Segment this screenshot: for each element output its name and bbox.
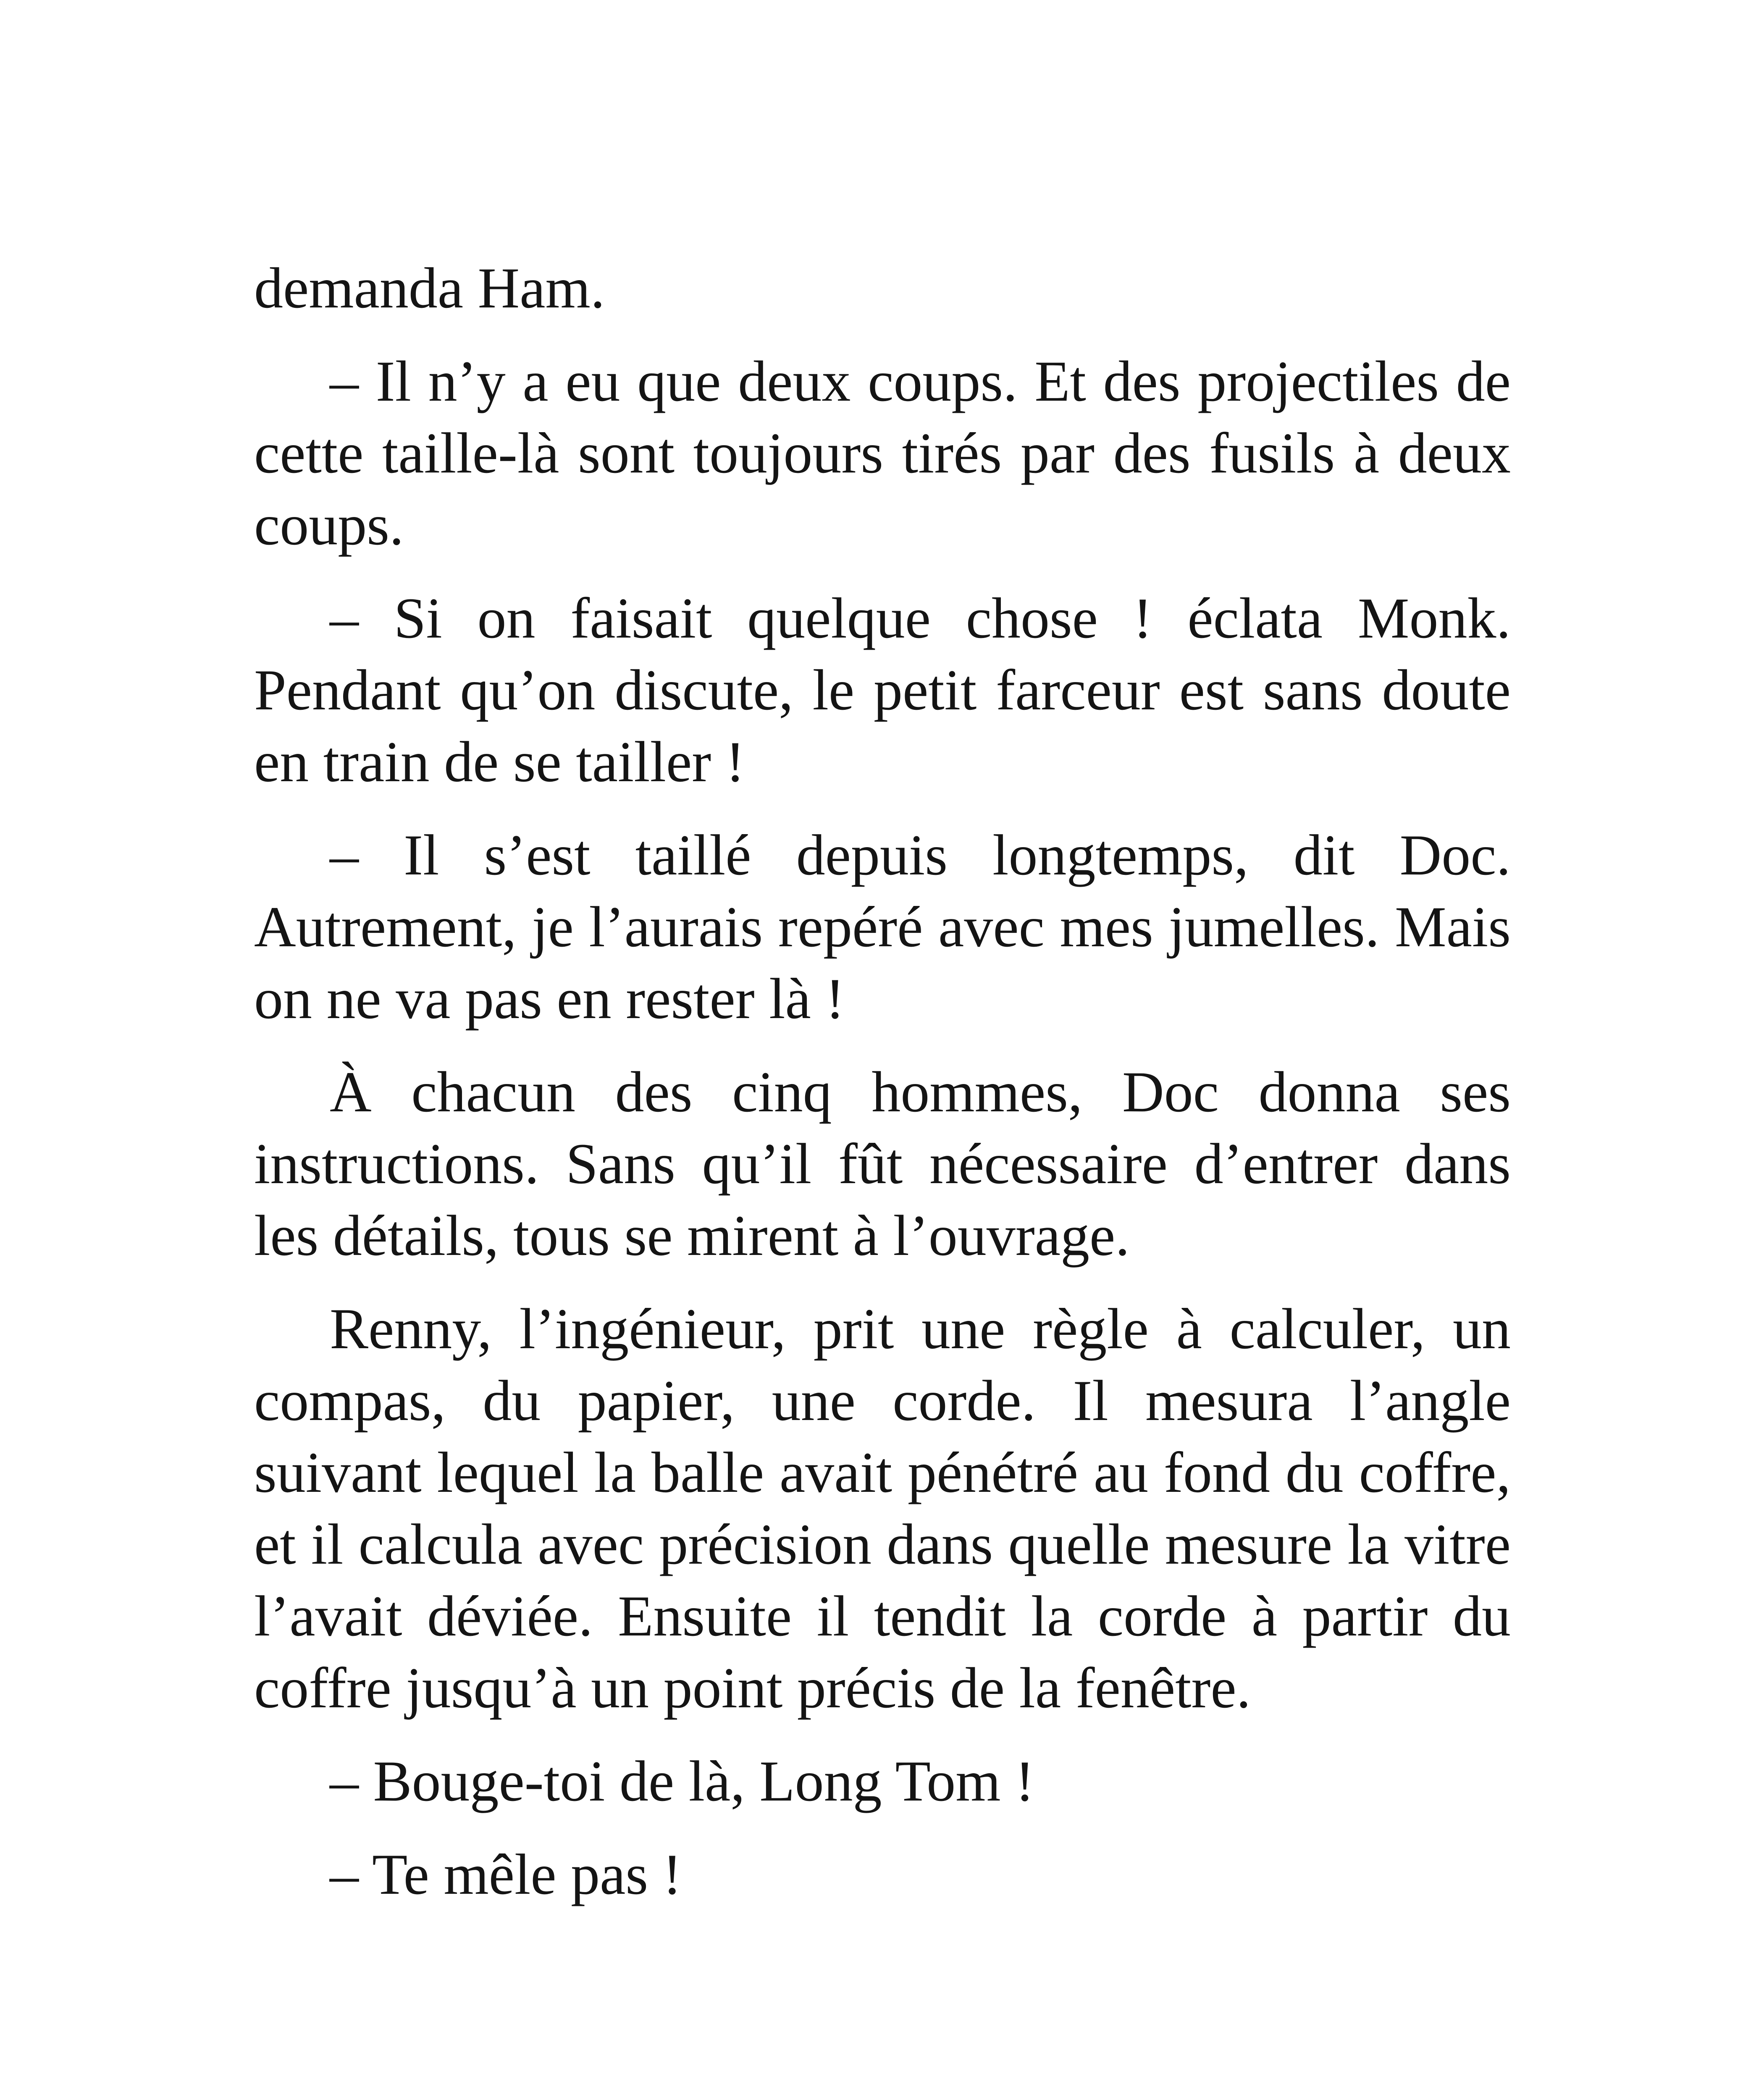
paragraph-dialogue-2: – Si on faisait quelque chose ! éclata Monk. Pendant qu’on discute, le petit farceur est sans doute en train de se tailler ! (254, 586, 1511, 794)
paragraph-dialogue-4: – Bouge-toi de là, Long Tom ! (330, 1749, 1035, 1813)
paragraph-narration-1: À chacun des cinq hommes, Doc donna ses instructions. Sans qu’il fût nécessaire d’entrer dans les détails, tous se mirent à l’ouvrage. (254, 1060, 1511, 1268)
paragraph-dialogue-1: – Il n’y a eu que deux coups. Et des projectiles de cette taille-là sont toujours tirés par des fusils à deux coups. (254, 349, 1511, 557)
body-text (254, 252, 1511, 1932)
paragraph-continuation: demanda Ham. (254, 256, 605, 320)
paragraph-narration-2: Renny, l’ingénieur, prit une règle à calculer, un compas, du papier, une corde. Il mesura l’angle suivant lequel la balle avait pénétré au fond du coffre, et il calcula avec précision dans quelle mesure la vitre l’avait déviée. Ensuite il tendit la corde à partir du coffre jusqu’à un point précis de la fenêtre. (254, 1297, 1511, 1720)
paragraph-dialogue-3: – Il s’est taillé depuis longtemps, dit Doc. Autrement, je l’aurais repéré avec mes jumelles. Mais on ne va pas en rester là ! (254, 823, 1511, 1031)
paragraph-dialogue-5: – Te mêle pas ! (330, 1842, 682, 1906)
